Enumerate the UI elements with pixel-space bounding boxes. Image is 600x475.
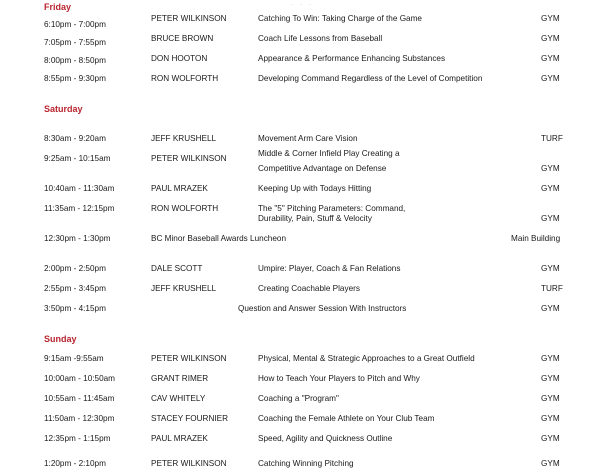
session-time: 11:35am - 12:15pm	[44, 204, 115, 213]
session-topic: Coach Life Lessons from Baseball	[258, 34, 383, 43]
session-location: GYM	[541, 34, 560, 43]
session-topic: Keeping Up with Todays Hitting	[258, 184, 372, 193]
session-instructor: STACEY FOURNIER	[151, 414, 229, 423]
session-instructor: GRANT RIMER	[151, 374, 209, 383]
session-location: TURF	[541, 284, 563, 293]
session-time: 12:35pm - 1:15pm	[44, 434, 111, 443]
session-location: GYM	[541, 414, 560, 423]
session-location: GYM	[541, 74, 560, 83]
session-location: GYM	[541, 264, 560, 273]
session-instructor: PETER WILKINSON	[151, 354, 227, 363]
session-location: GYM	[541, 214, 560, 223]
session-time: 1:20pm - 2:10pm	[44, 459, 106, 468]
session-topic: The "5" Pitching Parameters: Command,	[258, 204, 406, 213]
session-location: GYM	[541, 374, 560, 383]
session-instructor: RON WOLFORTH	[151, 204, 219, 213]
session-instructor: PAUL MRAZEK	[151, 184, 208, 193]
session-topic: Catching To Win: Taking Charge of the Game	[258, 14, 422, 23]
session-topic-line-2: Durability, Pain, Stuff & Velocity	[258, 214, 372, 223]
session-topic: Physical, Mental & Strategic Approaches to a Great Outfield	[258, 354, 475, 363]
session-time: 6:10pm - 7:00pm	[44, 20, 106, 29]
session-time: 8:30am - 9:20am	[44, 134, 106, 143]
session-instructor: BRUCE BROWN	[151, 34, 214, 43]
day-heading-saturday: Saturday	[44, 104, 83, 114]
session-location: GYM	[541, 54, 560, 63]
session-topic: Appearance & Performance Enhancing Substances	[258, 54, 446, 63]
session-location: GYM	[541, 354, 560, 363]
session-location: GYM	[541, 434, 560, 443]
session-topic: Coaching a "Program"	[258, 394, 339, 403]
session-time: 9:15am -9:55am	[44, 354, 104, 363]
session-time: 7:05pm - 7:55pm	[44, 38, 106, 47]
session-instructor: PAUL MRAZEK	[151, 434, 208, 443]
session-instructor: RON WOLFORTH	[151, 74, 219, 83]
session-time: 2:55pm - 3:45pm	[44, 284, 106, 293]
session-time: 9:25am - 10:15am	[44, 154, 111, 163]
session-topic: Creating Coachable Players	[258, 284, 360, 293]
session-time: 8:55pm - 9:30pm	[44, 74, 106, 83]
session-time: 12:30pm - 1:30pm	[44, 234, 111, 243]
session-topic: Speed, Agility and Quickness Outline	[258, 434, 393, 443]
session-location: GYM	[541, 14, 560, 23]
session-topic: Question and Answer Session With Instructors	[238, 304, 407, 313]
session-topic: How to Teach Your Players to Pitch and Why	[258, 374, 420, 383]
session-location: Main Building	[511, 234, 561, 243]
session-location: TURF	[541, 134, 563, 143]
session-time: 2:00pm - 2:50pm	[44, 264, 106, 273]
session-topic: Developing Command Regardless of the Level of Competition	[258, 74, 483, 83]
session-topic: Umpire: Player, Coach & Fan Relations	[258, 264, 401, 273]
session-time: 10:55am - 11:45am	[44, 394, 115, 403]
day-heading-friday: Friday	[44, 2, 72, 12]
session-location: GYM	[541, 394, 560, 403]
session-topic: Middle & Corner Infield Play Creating a	[258, 149, 400, 158]
session-time: 8:00pm - 8:50pm	[44, 56, 106, 65]
session-instructor: PETER WILKINSON	[151, 459, 227, 468]
session-instructor: JEFF KRUSHELL	[151, 284, 217, 293]
session-location: GYM	[541, 304, 560, 313]
session-instructor: DON HOOTON	[151, 54, 208, 63]
decorative-dots: · · ·	[291, 0, 314, 9]
session-location: GYM	[541, 459, 560, 468]
session-instructor: JEFF KRUSHELL	[151, 134, 217, 143]
session-instructor: PETER WILKINSON	[151, 154, 227, 163]
session-instructor: CAV WHITELY	[151, 394, 206, 403]
session-topic-line-2: Competitive Advantage on Defense	[258, 164, 387, 173]
session-topic: Coaching the Female Athlete on Your Club Team	[258, 414, 435, 423]
session-location: GYM	[541, 184, 560, 193]
session-instructor: PETER WILKINSON	[151, 14, 227, 23]
session-instructor: DALE SCOTT	[151, 264, 203, 273]
session-time: 3:50pm - 4:15pm	[44, 304, 106, 313]
session-location: GYM	[541, 164, 560, 173]
session-topic: Catching Winning Pitching	[258, 459, 354, 468]
session-topic: Movement Arm Care Vision	[258, 134, 358, 143]
day-heading-sunday: Sunday	[44, 334, 77, 344]
session-time: 10:40am - 11:30am	[44, 184, 115, 193]
event-title: BC Minor Baseball Awards Luncheon	[151, 234, 287, 243]
session-time: 11:50am - 12:30pm	[44, 414, 115, 423]
session-time: 10:00am - 10:50am	[44, 374, 116, 383]
